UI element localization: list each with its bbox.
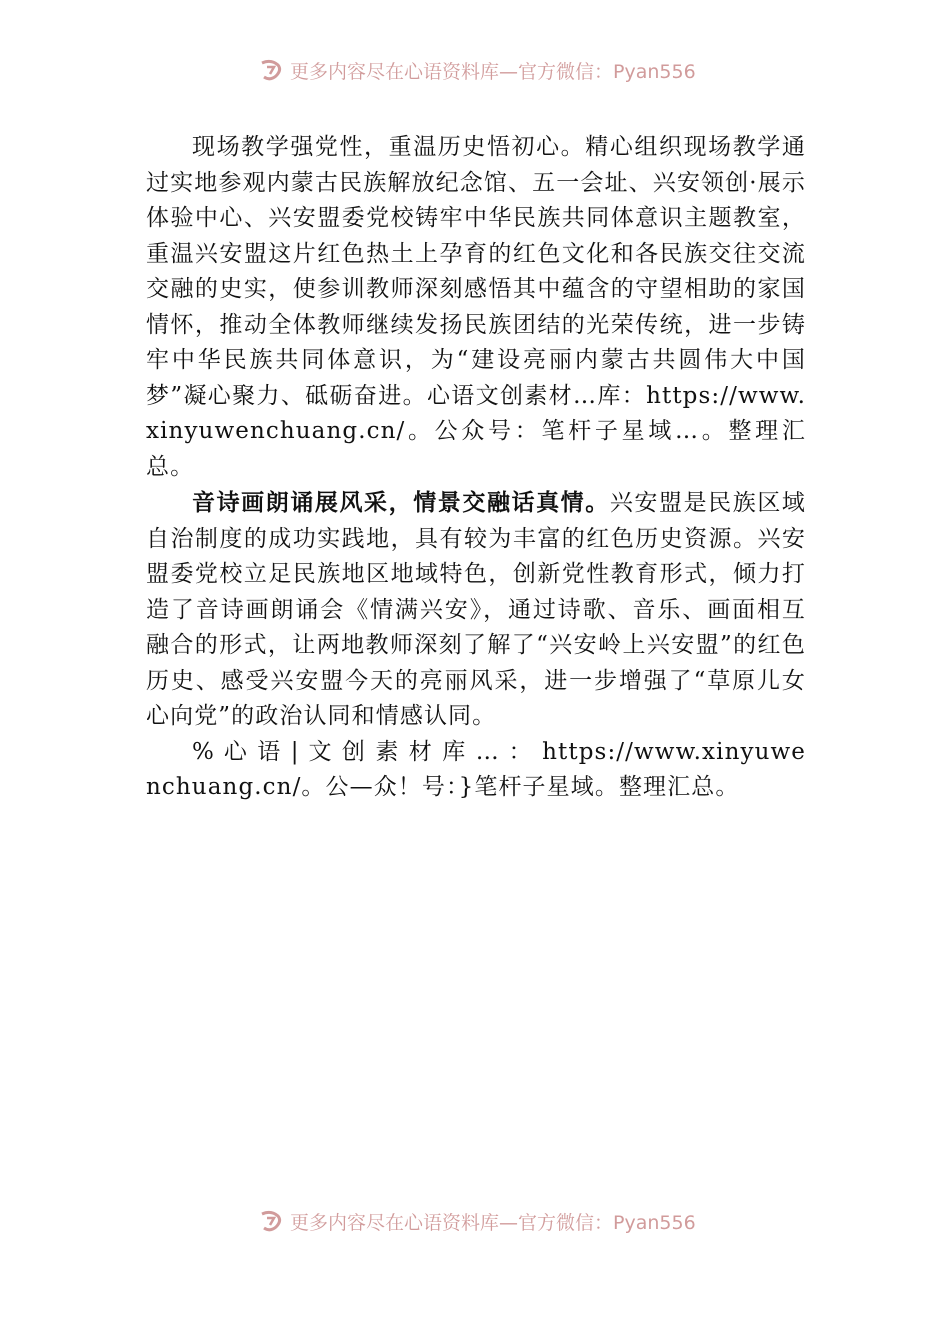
header-watermark-text: 更多内容尽在心语资料库—官方微信：Pyan556 bbox=[290, 60, 696, 83]
watermark-logo-icon bbox=[258, 1208, 284, 1234]
paragraph-2 bbox=[146, 485, 806, 735]
paragraph-3-text: % 心 语 | 文 创 素 材 库 … ： https://www.xinyuwenchuang.cn/。公—众！号：}笔杆子星域。整理汇总。 bbox=[146, 738, 806, 800]
document-body bbox=[146, 130, 806, 806]
paragraph-1 bbox=[146, 130, 806, 485]
footer-watermark bbox=[258, 1207, 696, 1235]
watermark-logo-icon bbox=[258, 57, 284, 83]
paragraph-3 bbox=[146, 735, 806, 806]
header-watermark bbox=[258, 56, 696, 84]
paragraph-2-text: 兴安盟是民族区域自治制度的成功实践地，具有较为丰富的红色历史资源。兴安盟委党校立足民族地区地域特色，创新党性教育形式，倾力打造了音诗画朗诵会《情满兴安》，通过诗歌、音乐、画面相互融合的形式，让两地教师深刻了解了“兴安岭上兴安盟”的红色历史、感受兴安盟今天的亮丽风采，进一步增强了“草原儿女心向党”的政治认同和情感认同。 bbox=[146, 490, 806, 729]
paragraph-2-lead: 音诗画朗诵展风采，情景交融话真情。 bbox=[192, 489, 610, 516]
footer-watermark-text: 更多内容尽在心语资料库—官方微信：Pyan556 bbox=[290, 1211, 696, 1234]
paragraph-1-text: 现场教学强党性，重温历史悟初心。精心组织现场教学通过实地参观内蒙古民族解放纪念馆、五一会址、兴安领创·展示体验中心、兴安盟委党校铸牢中华民族共同体意识主题教室，重温兴安盟这片红色热土上孕育的红色文化和各民族交往交流交融的史实，使参训教师深刻感悟其中蕴含的守望相助的家国情怀，推动全体教师继续发扬民族团结的光荣传统，进一步铸牢中华民族共同体意识，为“建设亮丽内蒙古共圆伟大中国梦”凝心聚力、砥砺奋进。心语文创素材…库：https://www.xinyuwenchuang.cn/。公众号：笔杆子星域…。整理汇总。 bbox=[146, 134, 806, 480]
